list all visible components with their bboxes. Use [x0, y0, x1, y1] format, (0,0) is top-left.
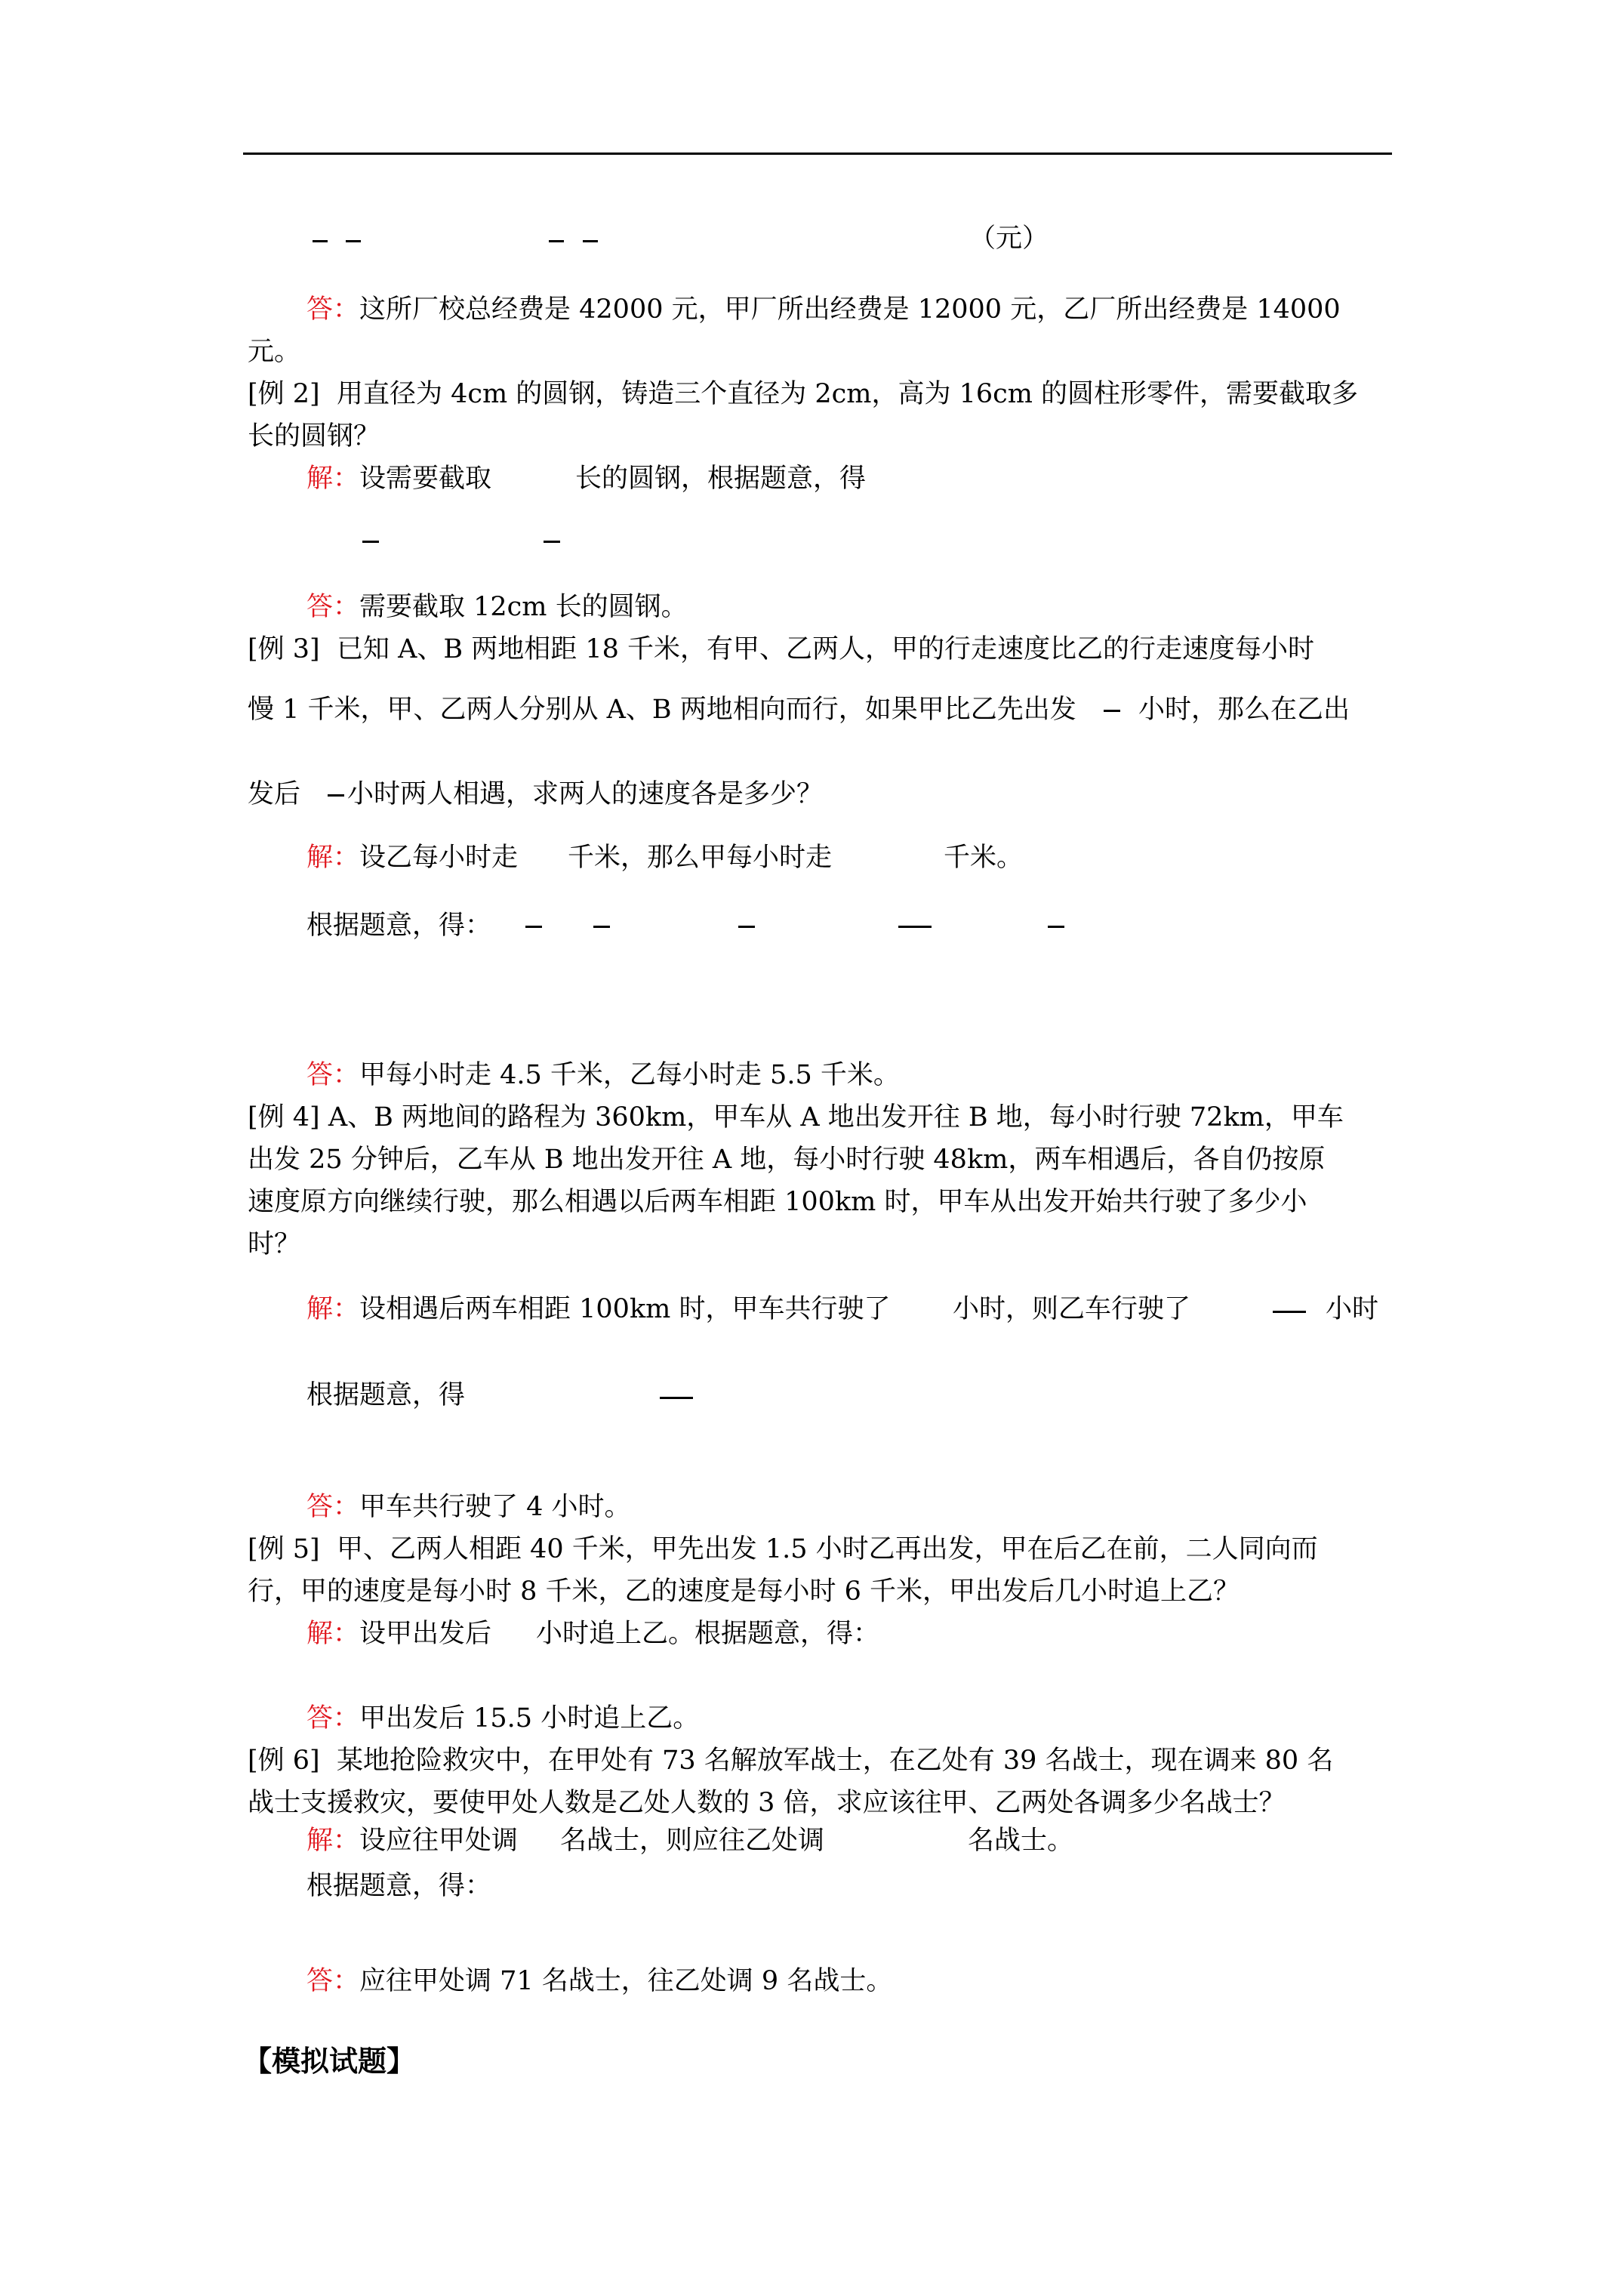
answer-line [306, 1490, 631, 1524]
answer-label: 答： [306, 1060, 360, 1090]
solve-line [306, 841, 518, 874]
fraction-bar [1273, 1311, 1306, 1313]
section-heading: 【模拟试题】 [243, 2044, 416, 2078]
answer-label: 答： [306, 1703, 360, 1734]
answer-line [306, 293, 1341, 326]
solve-text: 设需要截取 [359, 464, 492, 494]
fraction-bar [593, 926, 610, 928]
fraction-bar [549, 240, 564, 242]
answer-line [306, 1965, 892, 1998]
example-4-question-line3: 速度原方向继续行驶，那么相遇以后两车相距 100km 时，甲车从出发开始共行驶了多少小 [248, 1187, 1307, 1217]
header-rule [243, 153, 1392, 155]
example-6-question-line2: 战士支援救灾，要使甲处人数是乙处人数的 3 倍，求应该往甲、乙两处各调多少名战士？ [248, 1788, 1286, 1818]
fraction-bar [525, 926, 542, 928]
example-3-question-line3b: 小时两人相遇，求两人的速度各是多少？ [347, 779, 824, 809]
fraction-bar [898, 926, 932, 928]
equation-label: 根据题意，得： [306, 1871, 492, 1901]
solve-line [306, 462, 491, 495]
answer-text: 甲出发后 15.5 小时追上乙。 [359, 1703, 700, 1734]
solve-label: 解： [306, 1619, 360, 1649]
solve-text-end: 小时 [1326, 1294, 1379, 1324]
solve-text: 设乙每小时走 [359, 843, 519, 873]
solve-label: 解： [306, 843, 360, 873]
solve-line [306, 1824, 518, 1857]
solve-text-cont: 千米，那么甲每小时走 [568, 843, 833, 873]
example-5-question-line2: 行，甲的速度是每小时 8 千米，乙的速度是每小时 6 千米，甲出发后几小时追上乙？ [248, 1576, 1240, 1607]
fraction-bar [328, 794, 344, 797]
example-4-question-line2: 出发 25 分钟后，乙车从 B 地出发开往 A 地，每小时行驶 48km，两车相遇后，各自仍按原 [248, 1145, 1326, 1175]
answer-text: 甲车共行驶了 4 小时。 [359, 1492, 631, 1522]
example-3-question-line2b: 小时，那么在乙出 [1138, 695, 1350, 725]
answer-label: 答： [306, 294, 360, 325]
solve-text-end: 名战士。 [968, 1826, 1074, 1856]
solve-line [306, 1293, 890, 1326]
answer-line [306, 1059, 900, 1092]
solve-text-cont: 名战士，则应往乙处调 [560, 1826, 825, 1856]
equation-label: 根据题意，得 [306, 1380, 466, 1410]
answer-label: 答： [306, 1492, 360, 1522]
answer-text: 应往甲处调 71 名战士，往乙处调 9 名战士。 [359, 1966, 893, 1996]
answer-label: 答： [306, 592, 360, 622]
example-2-question-cont: 长的圆钢？ [248, 421, 380, 451]
equation-label: 根据题意，得： [306, 911, 492, 941]
example-6-question: [例 6] 某地抢险救灾中，在甲处有 73 名解放军战士，在乙处有 39 名战士，现在调来 80 名 [248, 1746, 1334, 1776]
fraction-bar [583, 240, 598, 242]
solve-label: 解： [306, 1826, 360, 1856]
fraction-bar [313, 240, 328, 242]
solve-text-end: 千米。 [944, 843, 1024, 873]
fraction-bar [346, 240, 361, 242]
solve-line [306, 1617, 491, 1650]
fraction-bar [544, 541, 560, 543]
example-3-question: [例 3] 已知 A、B 两地相距 18 千米，有甲、乙两人，甲的行走速度比乙的行走速度每小时 [248, 634, 1314, 664]
example-5-question: [例 5] 甲、乙两人相距 40 千米，甲先出发 1.5 小时乙再出发，甲在后乙在前，二人同向而 [248, 1534, 1318, 1564]
solve-text-cont: 小时，则乙车行驶了 [953, 1294, 1191, 1324]
solve-text-cont: 小时追上乙。根据题意，得： [536, 1619, 880, 1649]
yuan-unit: （元） [969, 223, 1049, 254]
answer-text-cont: 元。 [248, 337, 301, 367]
fraction-bar [362, 541, 379, 543]
answer-text: 这所厂校总经费是 42000 元，甲厂所出经费是 12000 元，乙厂所出经费是 14000 [359, 294, 1341, 325]
answer-text: 甲每小时走 4.5 千米，乙每小时走 5.5 千米。 [359, 1060, 900, 1090]
solve-text: 设相遇后两车相距 100km 时，甲车共行驶了 [359, 1294, 891, 1324]
example-2-question: [例 2] 用直径为 4cm 的圆钢，铸造三个直径为 2cm，高为 16cm 的圆柱形零件，需要截取多 [248, 379, 1359, 409]
solve-label: 解： [306, 464, 360, 494]
fraction-bar [1104, 710, 1120, 712]
solve-text: 设应往甲处调 [359, 1826, 519, 1856]
example-3-question-line3a: 发后 [248, 779, 301, 809]
solve-text: 设甲出发后 [359, 1619, 492, 1649]
answer-text: 需要截取 12cm 长的圆钢。 [359, 592, 688, 622]
example-3-question-line2a: 慢 1 千米，甲、乙两人分别从 A、B 两地相向而行，如果甲比乙先出发 [248, 695, 1076, 725]
fraction-bar [738, 926, 755, 928]
answer-line [306, 590, 688, 624]
example-4-question-line4: 时？ [248, 1229, 301, 1259]
example-4-question: [例 4] A、B 两地间的路程为 360km，甲车从 A 地出发开往 B 地，每小时行驶 72km，甲车 [248, 1102, 1344, 1133]
fraction-bar [1048, 926, 1064, 928]
solve-label: 解： [306, 1294, 360, 1324]
solve-text-cont: 长的圆钢，根据题意，得 [575, 464, 867, 494]
answer-label: 答： [306, 1966, 360, 1996]
answer-line [306, 1702, 699, 1735]
fraction-bar [660, 1397, 693, 1399]
